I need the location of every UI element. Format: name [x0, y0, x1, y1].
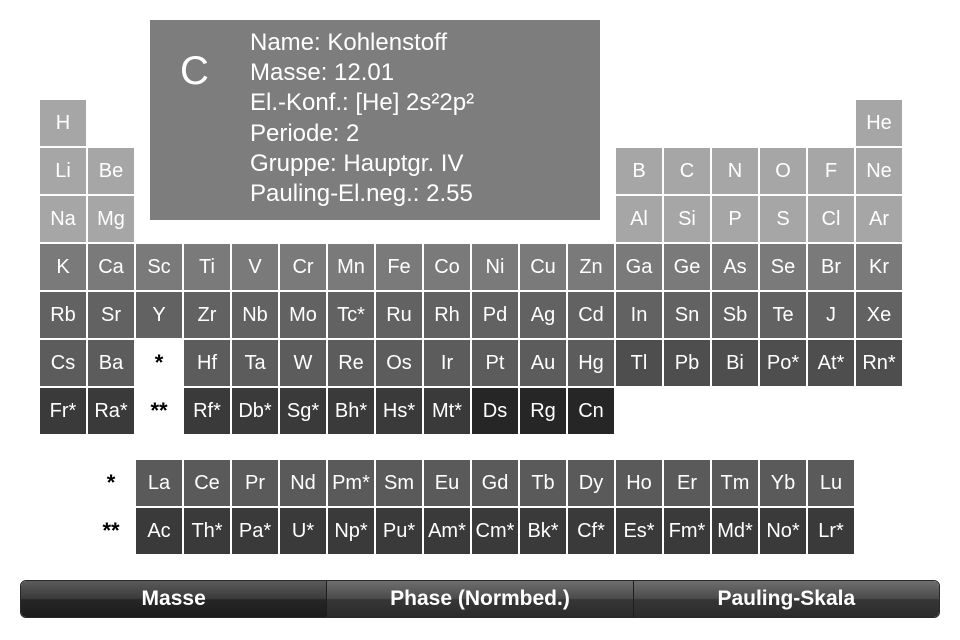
element-cell[interactable]: Ho — [616, 460, 662, 506]
element-cell[interactable]: Ac — [136, 508, 182, 554]
element-cell[interactable]: Ag — [520, 292, 566, 338]
info-group: Gruppe: Hauptgr. IV — [250, 149, 464, 177]
element-cell[interactable]: Po* — [760, 340, 806, 386]
element-cell[interactable]: Am* — [424, 508, 470, 554]
element-cell[interactable]: Ds — [472, 388, 518, 434]
element-cell[interactable]: W — [280, 340, 326, 386]
element-cell[interactable]: Re — [328, 340, 374, 386]
lanthanide-series-marker: * — [106, 470, 116, 495]
element-cell[interactable]: Be — [88, 148, 134, 194]
element-cell[interactable]: Co — [424, 244, 470, 290]
element-cell[interactable]: Cr — [280, 244, 326, 290]
element-cell[interactable]: Li — [40, 148, 86, 194]
element-cell[interactable]: Yb — [760, 460, 806, 506]
element-cell[interactable]: Sn — [664, 292, 710, 338]
element-cell[interactable]: B — [616, 148, 662, 194]
element-cell[interactable]: Ce — [184, 460, 230, 506]
element-cell[interactable]: Rh — [424, 292, 470, 338]
element-cell[interactable]: Pa* — [232, 508, 278, 554]
element-cell[interactable]: Bh* — [328, 388, 374, 434]
element-cell[interactable]: Si — [664, 196, 710, 242]
element-cell[interactable]: P — [712, 196, 758, 242]
element-cell[interactable]: Na — [40, 196, 86, 242]
element-cell[interactable]: Ra* — [88, 388, 134, 434]
element-cell[interactable]: Nd — [280, 460, 326, 506]
actinide-marker: ** — [150, 398, 168, 423]
actinide-series-marker: ** — [102, 518, 120, 543]
lanthanide-marker: * — [154, 350, 164, 375]
element-cell[interactable]: Sr — [88, 292, 134, 338]
element-cell[interactable]: Md* — [712, 508, 758, 554]
element-cell[interactable]: He — [856, 100, 902, 146]
element-cell[interactable]: Es* — [616, 508, 662, 554]
element-cell[interactable]: Rb — [40, 292, 86, 338]
element-cell[interactable]: In — [616, 292, 662, 338]
info-name: Name: Kohlenstoff — [250, 29, 448, 56]
element-cell[interactable]: Lr* — [808, 508, 854, 554]
element-cell[interactable]: Cf* — [568, 508, 614, 554]
element-cell[interactable]: Tl — [616, 340, 662, 386]
element-cell[interactable]: Sc — [136, 244, 182, 290]
element-cell[interactable]: Cn — [568, 388, 614, 434]
info-details — [250, 28, 474, 209]
element-cell[interactable]: Ar — [856, 196, 902, 242]
segment-pauling-scale[interactable]: Pauling-Skala — [633, 581, 939, 617]
element-cell[interactable]: Pt — [472, 340, 518, 386]
element-cell[interactable]: C — [664, 148, 710, 194]
element-cell[interactable]: Br — [808, 244, 854, 290]
element-cell[interactable]: Tb — [520, 460, 566, 506]
element-cell[interactable]: U* — [280, 508, 326, 554]
element-cell[interactable]: Rn* — [856, 340, 902, 386]
display-mode-segmented-control — [20, 580, 940, 618]
element-cell[interactable]: Bi — [712, 340, 758, 386]
element-cell[interactable]: Tm — [712, 460, 758, 506]
element-cell[interactable]: Cd — [568, 292, 614, 338]
element-cell[interactable]: Mo — [280, 292, 326, 338]
element-cell[interactable]: S — [760, 196, 806, 242]
element-cell[interactable]: Pb — [664, 340, 710, 386]
element-cell[interactable]: Zn — [568, 244, 614, 290]
element-cell[interactable]: Lu — [808, 460, 854, 506]
info-element-symbol: C — [180, 49, 209, 93]
element-cell[interactable]: V — [232, 244, 278, 290]
element-cell[interactable]: Pm* — [328, 460, 374, 506]
element-cell[interactable]: Nb — [232, 292, 278, 338]
element-cell[interactable]: Mn — [328, 244, 374, 290]
element-cell[interactable]: Ca — [88, 244, 134, 290]
element-cell[interactable]: Ru — [376, 292, 422, 338]
element-cell[interactable]: Sm — [376, 460, 422, 506]
segment-phase[interactable]: Phase (Normbed.) — [326, 581, 632, 617]
element-cell[interactable]: La — [136, 460, 182, 506]
element-cell[interactable]: Mg — [88, 196, 134, 242]
element-cell[interactable]: Pu* — [376, 508, 422, 554]
element-cell[interactable]: Tc* — [328, 292, 374, 338]
element-cell[interactable]: Db* — [232, 388, 278, 434]
element-cell[interactable]: Hg — [568, 340, 614, 386]
element-cell[interactable]: Os — [376, 340, 422, 386]
element-cell[interactable]: Fr* — [40, 388, 86, 434]
element-cell[interactable]: Ga — [616, 244, 662, 290]
element-cell[interactable]: Rg — [520, 388, 566, 434]
element-cell[interactable]: Bk* — [520, 508, 566, 554]
element-cell[interactable]: Dy — [568, 460, 614, 506]
element-cell[interactable]: K — [40, 244, 86, 290]
element-cell[interactable]: Cs — [40, 340, 86, 386]
element-cell[interactable]: Au — [520, 340, 566, 386]
element-cell[interactable]: Sb — [712, 292, 758, 338]
element-cell[interactable]: Th* — [184, 508, 230, 554]
element-cell[interactable]: Kr — [856, 244, 902, 290]
element-cell[interactable]: Ir — [424, 340, 470, 386]
element-cell[interactable]: Se — [760, 244, 806, 290]
element-cell[interactable]: Y — [136, 292, 182, 338]
element-cell[interactable]: Cm* — [472, 508, 518, 554]
element-cell[interactable]: Cl — [808, 196, 854, 242]
element-cell[interactable]: Te — [760, 292, 806, 338]
element-cell[interactable]: Er — [664, 460, 710, 506]
info-mass: Masse: 12.01 — [250, 59, 395, 87]
element-cell[interactable]: Mt* — [424, 388, 470, 434]
element-cell[interactable]: Xe — [856, 292, 902, 338]
element-cell[interactable]: Fm* — [664, 508, 710, 554]
element-cell[interactable]: Zr — [184, 292, 230, 338]
element-cell[interactable]: Ba — [88, 340, 134, 386]
element-cell[interactable]: Pd — [472, 292, 518, 338]
element-cell[interactable]: As — [712, 244, 758, 290]
element-cell[interactable]: Gd — [472, 460, 518, 506]
info-period: Periode: 2 — [250, 119, 360, 147]
element-cell[interactable]: Ta — [232, 340, 278, 386]
info-electron-config: El.-Konf.: [He] 2s²2p² — [250, 89, 475, 117]
element-info-panel — [150, 20, 600, 220]
element-cell[interactable]: Cu — [520, 244, 566, 290]
element-cell[interactable]: N — [712, 148, 758, 194]
element-cell[interactable]: O — [760, 148, 806, 194]
info-electronegativity: Pauling-El.neg.: 2.55 — [250, 180, 473, 208]
element-cell[interactable]: At* — [808, 340, 854, 386]
element-cell[interactable]: Hf — [184, 340, 230, 386]
element-cell[interactable]: H — [40, 100, 86, 146]
element-cell[interactable]: Ne — [856, 148, 902, 194]
element-cell[interactable]: Ge — [664, 244, 710, 290]
segment-mass[interactable]: Masse — [21, 581, 326, 617]
element-cell[interactable]: Ni — [472, 244, 518, 290]
element-cell[interactable]: Rf* — [184, 388, 230, 434]
element-cell[interactable]: Fe — [376, 244, 422, 290]
element-cell[interactable]: Hs* — [376, 388, 422, 434]
element-cell[interactable]: Al — [616, 196, 662, 242]
element-cell[interactable]: Sg* — [280, 388, 326, 434]
element-cell[interactable]: No* — [760, 508, 806, 554]
element-cell[interactable]: Np* — [328, 508, 374, 554]
element-cell[interactable]: Eu — [424, 460, 470, 506]
element-cell[interactable]: Ti — [184, 244, 230, 290]
element-cell[interactable]: J — [808, 292, 854, 338]
element-cell[interactable]: Pr — [232, 460, 278, 506]
element-cell[interactable]: F — [808, 148, 854, 194]
